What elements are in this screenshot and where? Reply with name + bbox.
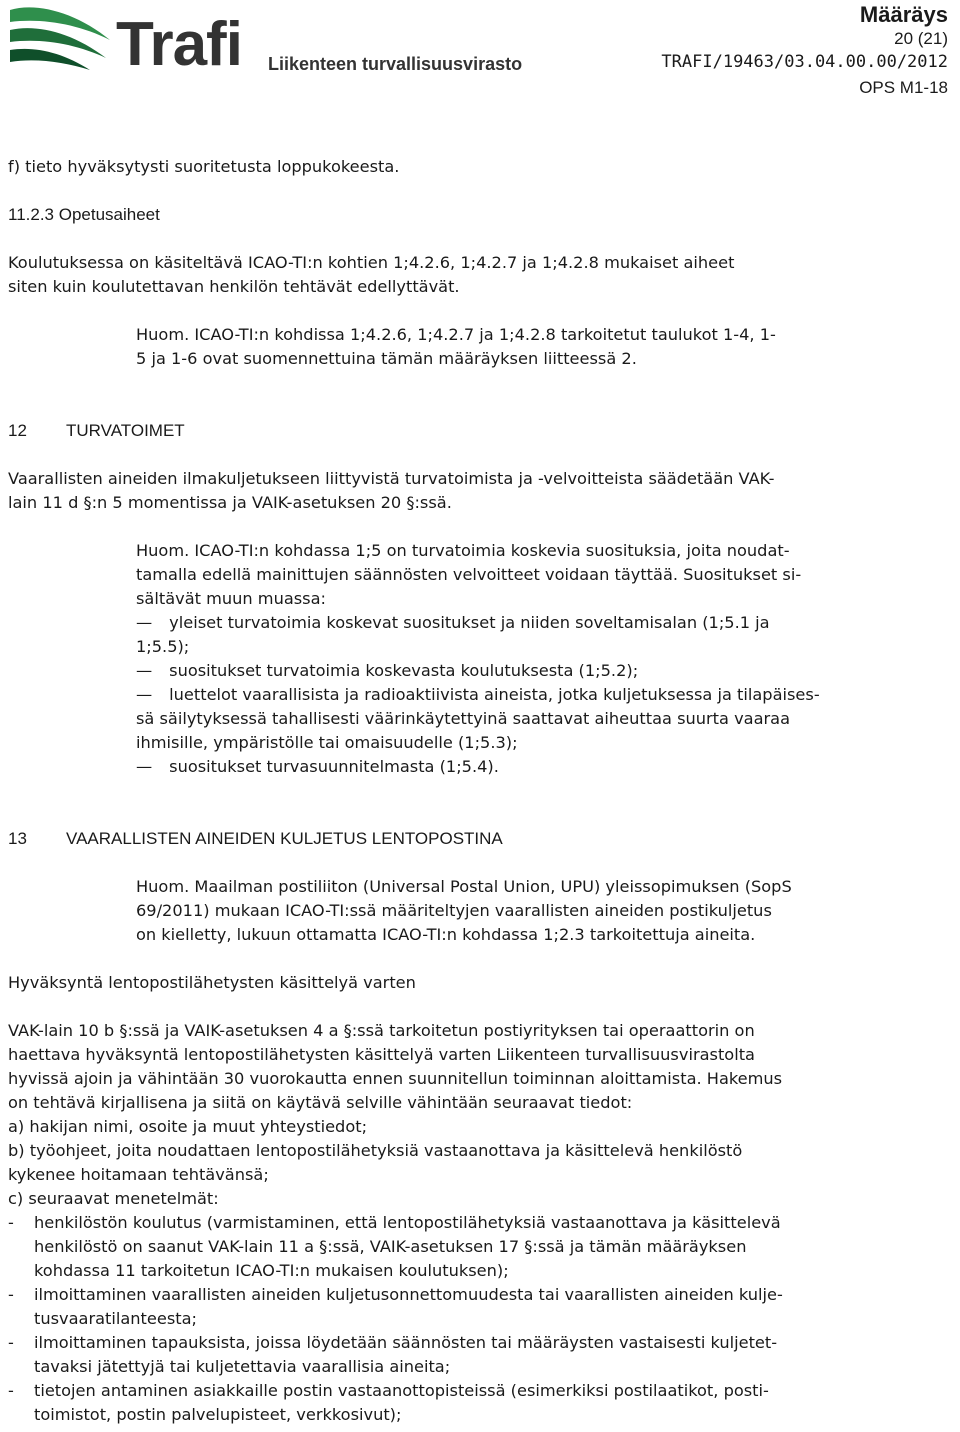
note-list-item: — suositukset turvatoimia koskevasta koulutuksesta (1;5.2); <box>136 659 638 683</box>
bullet-item-cont: kohdassa 11 tarkoitetun ICAO-TI:n mukaisen koulutuksen); <box>34 1261 509 1280</box>
note-line: 69/2011) mukaan ICAO-TI:ssä määriteltyjen vaarallisten aineiden postikuljetus <box>136 901 772 920</box>
note-line: sältävät muun muassa: <box>136 589 326 608</box>
bullet-marker: - <box>8 1213 14 1232</box>
subheading: Hyväksyntä lentopostilähetysten käsittelyä varten <box>8 973 416 992</box>
note-list-item: — luettelot vaarallisista ja radioaktiivista aineista, jotka kuljetuksessa ja tilapäises- <box>136 683 820 707</box>
text-line: c) seuraavat menetelmät: <box>8 1189 219 1208</box>
doc-type: Määräys <box>859 2 948 27</box>
dash-marker: — <box>136 661 153 680</box>
bullet-marker: - <box>8 1285 14 1304</box>
bullet-item-cont: toimistot, postin palvelupisteet, verkkosivut); <box>34 1405 402 1424</box>
note-line: 5 ja 1-6 ovat suomennettuina tämän määräyksen liitteessä 2. <box>136 349 637 368</box>
ops-code: OPS M1-18 <box>859 78 948 97</box>
text-line: lain 11 d §:n 5 momentissa ja VAIK-asetuksen 20 §:ssä. <box>8 493 452 512</box>
bullet-item: tietojen antaminen asiakkaille postin vastaanottopisteissä (esimerkiksi postilaatikot, posti- <box>34 1381 769 1400</box>
bullet-item: ilmoittaminen tapauksista, joissa löydetään säännösten tai määräysten vastaisesti kuljetet- <box>34 1333 778 1352</box>
document-reference: TRAFI/19463/03.04.00.00/2012 <box>661 52 948 72</box>
bullet-item: ilmoittaminen vaarallisten aineiden kuljetusonnettomuudesta tai vaarallisten aineiden kulje- <box>34 1285 783 1304</box>
text-line: Vaarallisten aineiden ilmakuljetukseen liittyvistä turvatoimista ja -velvoitteista säädetään VAK- <box>8 469 775 488</box>
text-line: kykenee hoitamaan tehtävänsä; <box>8 1165 269 1184</box>
text-line: b) työohjeet, joita noudattaen lentopostilähetyksiä vastaanottava ja käsittelevä henkilöstö <box>8 1141 743 1160</box>
dash-marker: — <box>136 613 153 632</box>
text-line: f) tieto hyväksytysti suoritetusta loppukokeesta. <box>8 157 400 176</box>
text-line: Koulutuksessa on käsiteltävä ICAO-TI:n kohtien 1;4.2.6, 1;4.2.7 ja 1;4.2.8 mukaiset aiheet <box>8 253 735 272</box>
text-line: haettava hyväksyntä lentopostilähetysten käsittelyä varten Liikenteen turvallisuusvirastolta <box>8 1045 755 1064</box>
section-number-13: 13 <box>8 829 27 848</box>
bullet-marker: - <box>8 1381 14 1400</box>
text-line: siten kuin koulutettavan henkilön tehtävät edellyttävät. <box>8 277 460 296</box>
trafi-logo <box>6 2 523 82</box>
note-list-item-cont: 1;5.5); <box>136 637 190 656</box>
logo-wordmark: Trafi <box>116 10 242 79</box>
bullet-item-cont: tusvaaratilanteesta; <box>34 1309 197 1328</box>
section-heading-11-2-3: 11.2.3 Opetusaiheet <box>8 205 160 224</box>
note-line: tamalla edellä mainittujen säännösten velvoitteet voidaan täyttää. Suositukset si- <box>136 565 802 584</box>
section-title-12: TURVATOIMET <box>66 421 185 440</box>
dash-marker: — <box>136 685 153 704</box>
note-line: Huom. ICAO-TI:n kohdassa 1;5 on turvatoimia koskevia suosituksia, joita noudat- <box>136 541 790 560</box>
text-line: VAK-lain 10 b §:ssä ja VAIK-asetuksen 4 a §:ssä tarkoitetun postiyrityksen tai operaattorin on <box>8 1021 755 1040</box>
section-title-13: VAARALLISTEN AINEIDEN KULJETUS LENTOPOSTINA <box>66 829 503 848</box>
bullet-item-cont: henkilöstö on saanut VAK-lain 11 a §:ssä, VAIK-asetuksen 17 §:ssä ja tämän määräyksen <box>34 1237 747 1256</box>
dash-marker: — <box>136 757 153 776</box>
note-list-item: — yleiset turvatoimia koskevat suositukset ja niiden soveltamisalan (1;5.1 ja <box>136 611 770 635</box>
trafi-swoosh-icon <box>6 2 118 82</box>
bullet-item-cont: tavaksi jätettyjä tai kuljetettavia vaarallisia aineita; <box>34 1357 451 1376</box>
note-line: on kielletty, lukuun ottamatta ICAO-TI:n kohdassa 1;2.3 tarkoitettuja aineita. <box>136 925 756 944</box>
page-number: 20 (21) <box>894 29 948 48</box>
section-number-12: 12 <box>8 421 27 440</box>
note-list-item-cont: ihmisille, ympäristölle tai omaisuudelle (1;5.3); <box>136 733 518 752</box>
note-line: Huom. ICAO-TI:n kohdissa 1;4.2.6, 1;4.2.7 ja 1;4.2.8 tarkoitetut taulukot 1-4, 1- <box>136 325 776 344</box>
text-line: a) hakijan nimi, osoite ja muut yhteystiedot; <box>8 1117 368 1136</box>
bullet-item: henkilöstön koulutus (varmistaminen, että lentopostilähetyksiä vastaanottava ja käsittelevä <box>34 1213 781 1232</box>
text-line: on tehtävä kirjallisena ja siitä on käytävä selville vähintään seuraavat tiedot: <box>8 1093 633 1112</box>
bullet-marker: - <box>8 1333 14 1352</box>
note-list-item-cont: sä säilytyksessä tahallisesti väärinkäytettyinä saattavat aiheuttaa suurta vaaraa <box>136 709 791 728</box>
agency-name: Liikenteen turvallisuusvirasto <box>268 54 523 74</box>
text-line: hyvissä ajoin ja vähintään 30 vuorokautta ennen suunnitellun toiminnan aloittamista. Hakemus <box>8 1069 783 1088</box>
note-line: Huom. Maailman postiliiton (Universal Postal Union, UPU) yleissopimuksen (SopS <box>136 877 792 896</box>
note-list-item: — suositukset turvasuunnitelmasta (1;5.4). <box>136 755 499 779</box>
